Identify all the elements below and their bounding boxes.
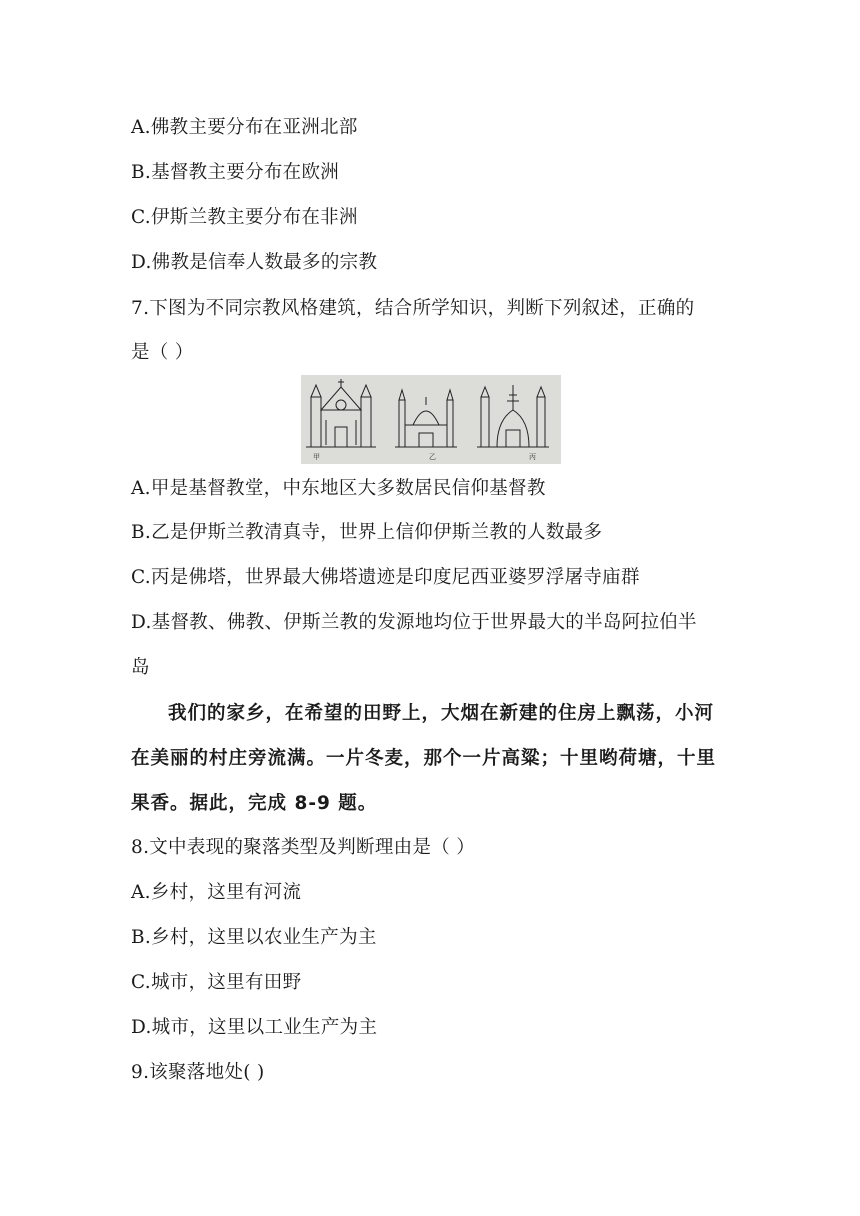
option-7a: A.甲是基督教堂，中东地区大多数居民信仰基督教 bbox=[131, 478, 546, 499]
passage-line2: 在美丽的村庄旁流满。一片冬麦，那个一片高粱；十里哟荷塘，十里 bbox=[131, 748, 717, 769]
passage-line3: 果香。据此，完成 8-9 题。 bbox=[131, 793, 378, 814]
option-8d: D.城市，这里以工业生产为主 bbox=[131, 1017, 378, 1038]
caption-yi: 乙 bbox=[429, 453, 436, 461]
option-7b: B.乙是伊斯兰教清真寺，世界上信仰伊斯兰教的人数最多 bbox=[131, 522, 603, 543]
option-6c: C.伊斯兰教主要分布在非洲 bbox=[131, 207, 358, 228]
church-drawing bbox=[306, 379, 376, 447]
option-6d: D.佛教是信奉人数最多的宗教 bbox=[131, 252, 378, 273]
option-7d-line1: D.基督教、佛教、伊斯兰教的发源地均位于世界最大的半岛阿拉伯半 bbox=[131, 612, 697, 633]
mosque-drawing bbox=[395, 390, 457, 447]
question-7-line1: 7.下图为不同宗教风格建筑，结合所学知识，判断下列叙述，正确的 bbox=[131, 298, 695, 319]
question-7-line2: 是（ ） bbox=[131, 342, 194, 363]
option-8b: B.乡村，这里以农业生产为主 bbox=[131, 927, 377, 948]
question-9: 9.该聚落地处( ) bbox=[131, 1062, 265, 1083]
option-8a: A.乡村，这里有河流 bbox=[131, 882, 302, 903]
option-7c: C.丙是佛塔，世界最大佛塔遗迹是印度尼西亚婆罗浮屠寺庙群 bbox=[131, 567, 640, 588]
option-6a: A.佛教主要分布在亚洲北部 bbox=[131, 117, 358, 138]
option-6b: B.基督教主要分布在欧洲 bbox=[131, 162, 340, 183]
option-8c: C.城市，这里有田野 bbox=[131, 972, 302, 993]
option-7d-line2: 岛 bbox=[131, 657, 150, 678]
pagoda-drawing bbox=[477, 385, 549, 447]
caption-jia: 甲 bbox=[313, 453, 320, 461]
buildings-illustration bbox=[301, 375, 561, 464]
passage-line1: 我们的家乡，在希望的田野上，大烟在新建的住房上飘荡，小河 bbox=[168, 703, 715, 724]
religious-buildings-figure bbox=[301, 375, 561, 464]
caption-bing: 丙 bbox=[529, 453, 536, 461]
question-8: 8.文中表现的聚落类型及判断理由是（ ） bbox=[131, 837, 476, 858]
